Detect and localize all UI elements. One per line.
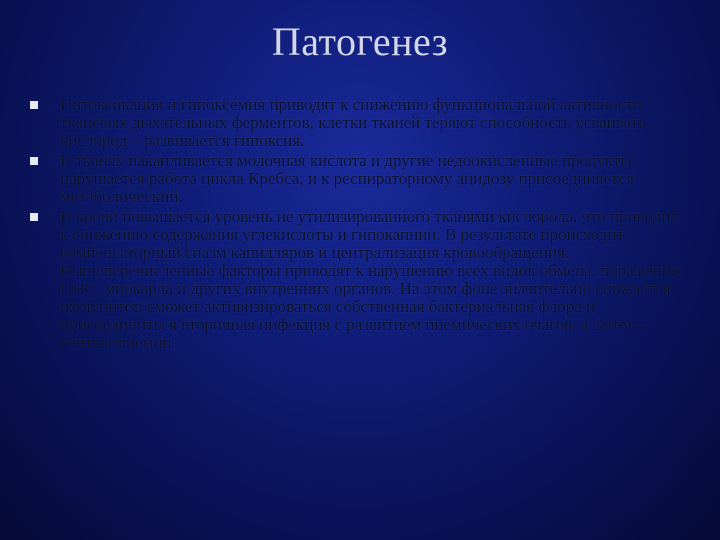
bullet-item (30, 208, 690, 352)
bullet-text: В тканях накапливается молочная кислота и другие недоокисленные продукты, нарушается работа цикла Кребса, и к респираторному ацидозу присоединяется метаболический. (60, 151, 636, 206)
bullet-item (30, 96, 690, 150)
bullet-item (30, 152, 690, 206)
square-bullet-icon (30, 101, 38, 109)
square-bullet-icon (30, 157, 38, 165)
slide-title: Патогенез (271, 19, 449, 64)
bullet-list (30, 96, 690, 354)
bullet-text: Интоксикация и гипоксемия приводят к снижению функциональной активности тканевых дыхательных ферментов, клетки тканей теряют способность усваивать кислород – развивается гипоксия. (60, 95, 646, 150)
bullet-text: В крови повышается уровень не утилизированного тканями кислорода, что приводит к снижению содержания углекислоты и гипокапнии. В результате происходит компенсаторный спазм капилляров и централизация кровообращения. Вышеперечисленные факторы приводят к нарушению всех видов обмена, поражению ЦНС, миокарда и других внутренних органов. На этом фоне значительно снижается иммунитет, сможет активизироваться собственная бактериальная флора и присоединиться вторичная инфекция с развитием пиемических очагов, а затем – септикопиемии (60, 207, 684, 352)
square-bullet-icon (30, 213, 38, 221)
